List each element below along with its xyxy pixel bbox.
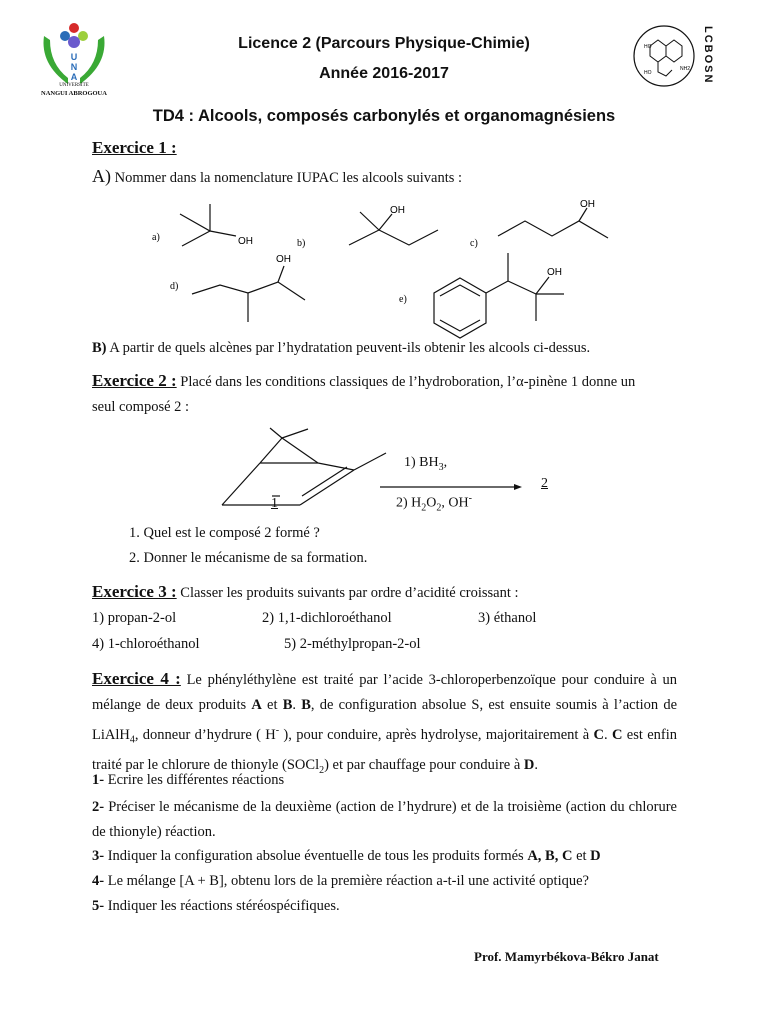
ex1-partB: B) A partir de quels alcènes par l’hydratation peuvent-ils obtenir les alcools ci-dessus. [92, 340, 591, 356]
svg-text:NH2: NH2 [680, 66, 691, 72]
reagent-1: 1) $BH_3$, [404, 455, 448, 473]
ex3-intro: Exercice 3 : Classer les produits suivants par ordre d’acidité croissant : [92, 582, 519, 601]
header-line1: Licence 2 (Parcours Physique-Chimie) [238, 35, 530, 52]
page-title: TD4 : Alcools, composés carbonylés et organomagnésiens [152, 107, 616, 125]
oh-c: OH [580, 199, 595, 210]
svg-text:HO: HO [644, 44, 652, 50]
oh-e: OH [547, 267, 562, 278]
label-d: d) [170, 281, 179, 292]
label-e: e) [399, 294, 407, 305]
university-logo [38, 18, 110, 100]
ex4-q2: 2- Préciser le mécanisme de la deuxième (action de l’hydrure) et de la troisième (action du chlorure de thionyle) réaction. [92, 799, 677, 840]
compound-1-label: 1 [271, 496, 278, 511]
svg-text:HO: HO [644, 70, 652, 76]
ex3-item-3: 3) éthanol [478, 610, 537, 626]
ex2-question-2: 2. Donner le mécanisme de sa formation. [129, 550, 368, 566]
ex4-q4: 4- Le mélange [A + B], obtenu lors de la première réaction a-t-il une activité optique? [92, 873, 589, 889]
ex4-paragraph: Exercice 4 : Le phényléthylène est traité par l’acide 3-chloroperbenzoïque pour conduire à un mélange de deux produits A et B. B, de configuration absolue S, est ensuite soumis à l’action de LiAlH$_4$, donneur d’hydrure ( H- ), pour conduire, après hydrolyse, majoritairement à C. C est enfin traité par le chlorure de thionyle (SOCl$_2$) et par chauffage pour conduire à D. [92, 669, 678, 776]
ex3-item-4: 4) 1-chloroéthanol [92, 636, 200, 652]
product-2: 2 [541, 476, 548, 491]
ex3-item-5: 5) 2-méthylpropan-2-ol [284, 636, 421, 652]
ex4-q5: 5- Indiquer les réactions stéréospécifiques. [92, 898, 340, 914]
oh-d: OH [276, 254, 291, 265]
ex4-q3: 3- Indiquer la configuration absolue éventuelle de tous les produits formés A, B, C et D [92, 848, 601, 864]
label-c: c) [470, 238, 478, 249]
logo-caption-1: UNIVERSITE [59, 83, 89, 88]
svg-text:N: N [70, 62, 78, 72]
ex3-item-1: 1) propan-2-ol [92, 610, 177, 626]
oh-b: OH [390, 205, 405, 216]
ex1-partA: A) Nommer dans la nomenclature IUPAC les alcools suivants : [92, 166, 463, 186]
ex4-q1: 1- Ecrire les différentes réactions [92, 772, 285, 788]
ex2-question-1: 1. Quel est le composé 2 formé ? [129, 525, 320, 541]
reagent-2: 2) $H_2O_2$, OH- [396, 493, 472, 514]
oh-a: OH [238, 236, 253, 247]
ex3-item-2: 2) 1,1-dichloroéthanol [262, 610, 392, 626]
header-line2: Année 2016-2017 [319, 65, 449, 82]
ex2-intro: Exercice 2 : Placé dans les conditions classiques de l’hydroboration, l’α-pinène 1 donne un seul composé 2 : [92, 371, 636, 415]
svg-text:U: U [70, 52, 78, 62]
label-b: b) [297, 238, 306, 249]
ex2-reaction [0, 415, 768, 515]
svg-text:A: A [70, 72, 78, 82]
label-a: a) [152, 232, 160, 243]
ex1-structures [0, 190, 768, 340]
ex1-heading: Exercice 1 : [92, 138, 177, 157]
logo-caption-2: NANGUI ABROGOUA [41, 90, 107, 97]
footer-author: Prof. Mamyrbékova-Békro Janat [474, 949, 659, 964]
lab-logo-text: LCBOSN [702, 26, 714, 85]
